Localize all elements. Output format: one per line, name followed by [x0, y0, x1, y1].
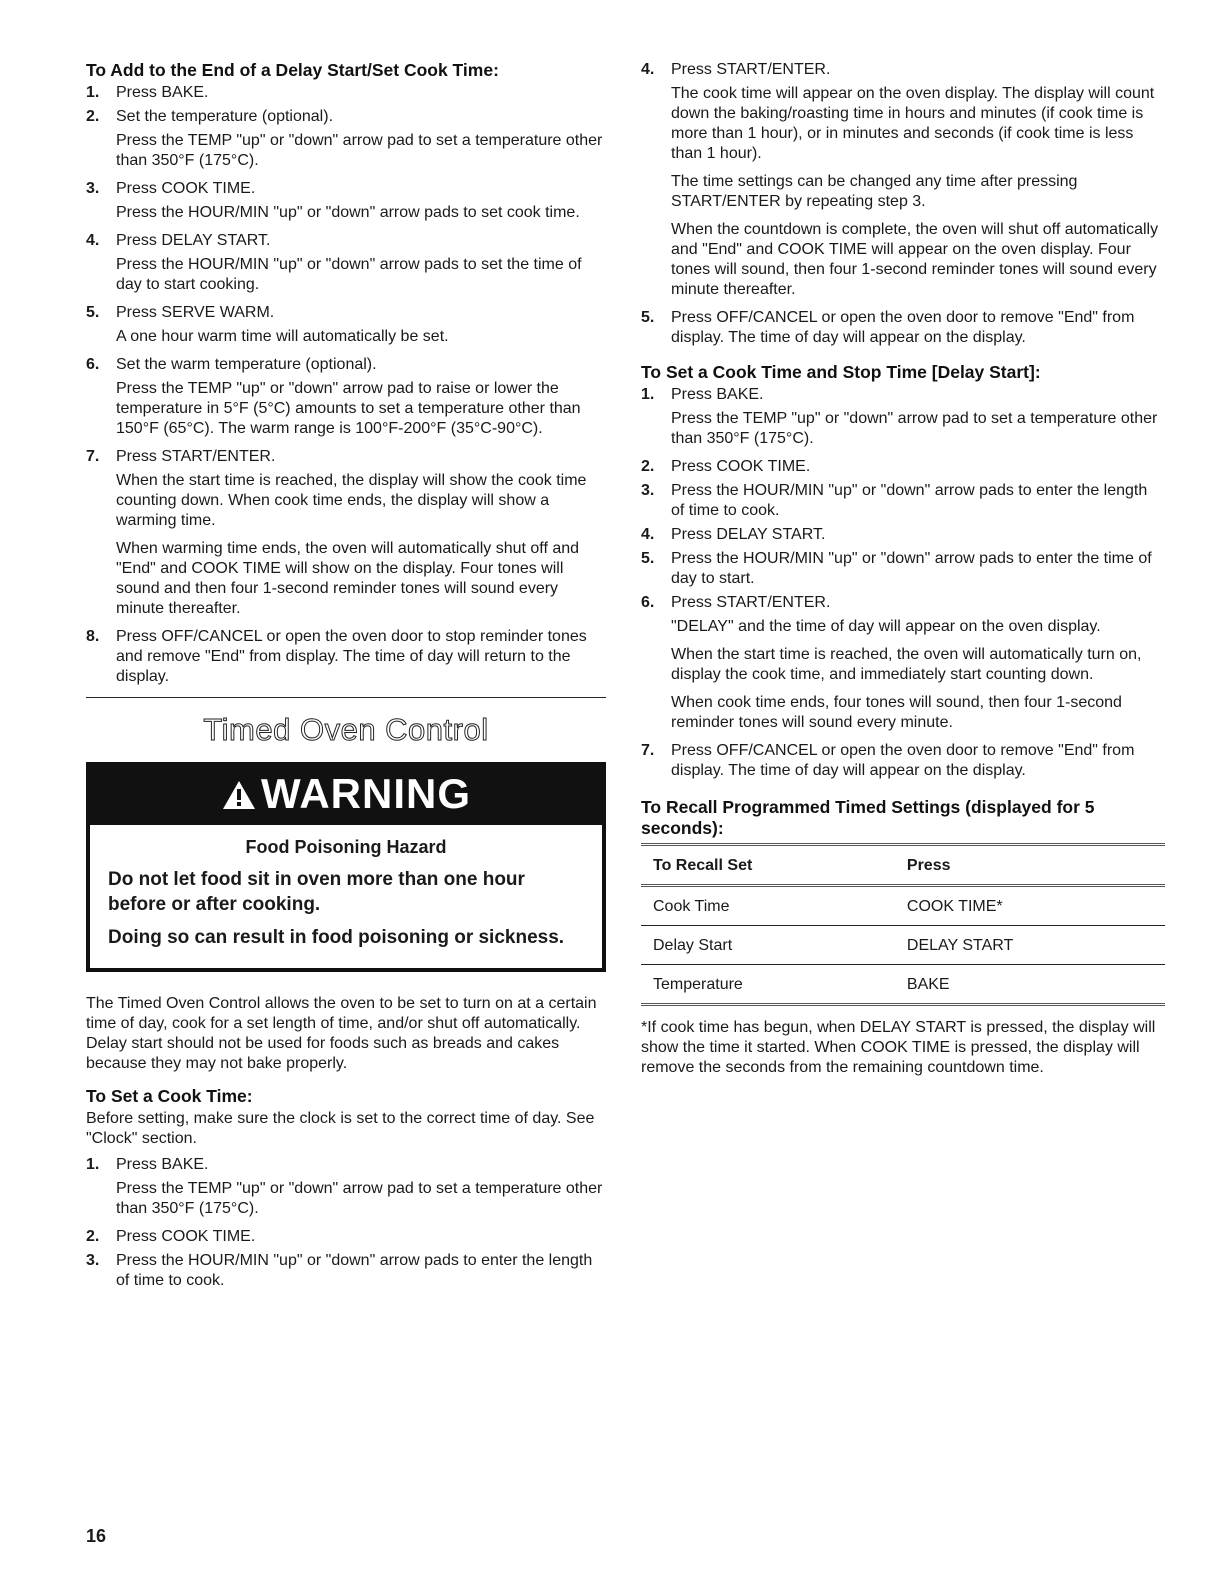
recall-table: [641, 843, 1165, 1006]
hazard-title: Food Poisoning Hazard: [245, 836, 447, 857]
table-row: [641, 926, 1165, 965]
add-end-step-4-detail: Press the HOUR/MIN "up" or "down" arrow pads to set the time of day to start cooking.: [116, 256, 582, 293]
add-end-step-5: 5. Press SERVE WARM.: [86, 304, 275, 321]
set-cook-step-5: 5. Press OFF/CANCEL or open the oven door to remove "End" from display. The time of day will appear on the display.: [641, 309, 1135, 346]
delay-step-6: 6. Press START/ENTER.: [641, 594, 831, 611]
table-row: [641, 965, 1165, 1005]
set-cook-heading: To Set a Cook Time:: [86, 1085, 253, 1106]
set-cook-step-4: 4. Press START/ENTER.: [641, 61, 831, 78]
delay-step-5: 5. Press the HOUR/MIN "up" or "down" arrow pads to enter the time of day to start.: [641, 550, 1152, 587]
section-title: Timed Oven Control: [203, 712, 489, 747]
intro-paragraph: The Timed Oven Control allows the oven to be set to turn on at a certain time of day, cook for a set length of time, and/or shut off automatically. Delay start should not be used for foods such as breads and cakes because they may not bake properly.: [86, 994, 597, 1072]
set-cook-step-2: 2. Press COOK TIME.: [86, 1227, 256, 1245]
set-cook-step-1-detail: Press the TEMP "up" or "down" arrow pad to set a temperature other than 350°F (175°C).: [116, 1179, 603, 1217]
delay-step-1: 1. Press BAKE.: [641, 386, 764, 403]
left-column: [86, 60, 606, 1295]
set-cook-step-4-detail-3: When the countdown is complete, the oven will shut off automatically and "End" and COOK TIME will appear on the oven display. Four tones will sound, then four 1-second reminder tones will sound every minute thereafter.: [671, 221, 1159, 298]
recall-press-cell: DELAY START: [895, 926, 1165, 965]
add-end-step-3: 3. Press COOK TIME.: [86, 180, 256, 197]
add-end-step-6: 6. Set the warm temperature (optional).: [86, 356, 377, 373]
recall-footnote: *If cook time has begun, when DELAY START is pressed, the display will show the time it started. When COOK TIME is pressed, the display will remove the seconds from the remaining countdown time.: [641, 1019, 1156, 1076]
add-end-heading: To Add to the End of a Delay Start/Set Cook Time:: [86, 60, 499, 80]
delay-step-3: 3. Press the HOUR/MIN "up" or "down" arrow pads to enter the length of time to cook.: [641, 482, 1148, 519]
recall-set-cell: Temperature: [641, 965, 895, 1005]
delay-step-7: 7. Press OFF/CANCEL or open the oven door to remove "End" from display. The time of day will appear on the display.: [641, 742, 1135, 779]
warning-triangle-icon: [221, 769, 257, 825]
delay-step-1-detail: Press the TEMP "up" or "down" arrow pad to set a temperature other than 350°F (175°C).: [671, 410, 1158, 447]
delay-step-4: 4. Press DELAY START.: [641, 526, 826, 543]
add-end-step-2: 2. Set the temperature (optional).: [86, 108, 334, 125]
delay-step-2: 2. Press COOK TIME.: [641, 458, 811, 475]
delay-step-6-detail-3: When cook time ends, four tones will sound, then four 1-second reminder tones will sound every minute.: [671, 694, 1122, 731]
section-divider: [86, 697, 606, 698]
recall-col-set: To Recall Set: [641, 845, 895, 886]
hazard-line-1: Do not let food sit in oven more than one hour before or after cooking.: [108, 868, 525, 915]
recall-press-cell: BAKE: [895, 965, 1165, 1005]
set-cook-step-4-detail-1: The cook time will appear on the oven display. The display will count down the baking/roasting time in hours and minutes (if cook time is more than 1 hour), or in minutes and seconds (if cook time is less than 1 hour).: [671, 85, 1155, 162]
add-end-step-5-detail: A one hour warm time will automatically be set.: [116, 328, 449, 345]
warning-body: [90, 825, 602, 968]
recall-press-cell: COOK TIME*: [895, 886, 1165, 926]
recall-col-press: Press: [895, 845, 1165, 886]
set-cook-note: Before setting, make sure the clock is set to the correct time of day. See "Clock" section.: [86, 1109, 595, 1147]
set-cook-step-4-detail-2: The time settings can be changed any time after pressing START/ENTER by repeating step 3.: [671, 173, 1078, 210]
page-number: 16: [86, 1526, 107, 1546]
set-cook-step-1: 1. Press BAKE.: [86, 1155, 209, 1173]
set-cook-step-3: 3. Press the HOUR/MIN "up" or "down" arrow pads to enter the length of time to cook.: [86, 1251, 593, 1289]
recall-heading: To Recall Programmed Timed Settings (displayed for 5 seconds):: [641, 797, 1095, 838]
add-end-step-7: 7. Press START/ENTER.: [86, 448, 276, 465]
add-end-step-7-detail: When the start time is reached, the display will show the cook time counting down. When cook time ends, the display will show a warming time.: [116, 472, 587, 529]
hazard-line-2: Doing so can result in food poisoning or sickness.: [108, 926, 565, 948]
add-end-step-6-detail: Press the TEMP "up" or "down" arrow pad to raise or lower the temperature in 5°F (5°C) amounts to set a temperature other than 150°F (65°C). The warm range is 100°F-200°F (35°C-90°C).: [116, 380, 581, 437]
add-end-step-2-detail: Press the TEMP "up" or "down" arrow pad to set a temperature other than 350°F (175°C).: [116, 132, 603, 169]
delay-heading: To Set a Cook Time and Stop Time [Delay Start]:: [641, 362, 1041, 382]
warning-label: WARNING: [261, 770, 471, 817]
add-end-step-3-detail: Press the HOUR/MIN "up" or "down" arrow pads to set cook time.: [116, 204, 580, 221]
warning-header: [90, 766, 602, 825]
add-end-step-4: 4. Press DELAY START.: [86, 232, 271, 249]
recall-set-cell: Delay Start: [641, 926, 895, 965]
recall-table-header: [641, 845, 1165, 886]
recall-set-cell: Cook Time: [641, 886, 895, 926]
add-end-step-1: 1. Press BAKE.: [86, 84, 209, 101]
table-row: [641, 886, 1165, 926]
delay-step-6-detail-1: "DELAY" and the time of day will appear on the oven display.: [671, 618, 1101, 635]
add-end-step-7-detail-2: When warming time ends, the oven will automatically shut off and "End" and COOK TIME will show on the display. Four tones will sound and then four 1-second reminder tones will sound every minute thereafter.: [116, 540, 580, 617]
delay-step-6-detail-2: When the start time is reached, the oven will automatically turn on, display the cook time, and immediately start counting down.: [671, 646, 1142, 683]
add-end-step-8: 8. Press OFF/CANCEL or open the oven door to stop reminder tones and remove "End" from display. The time of day will return to the display.: [86, 628, 587, 685]
warning-box: [86, 762, 606, 972]
right-column: [641, 60, 1165, 1078]
